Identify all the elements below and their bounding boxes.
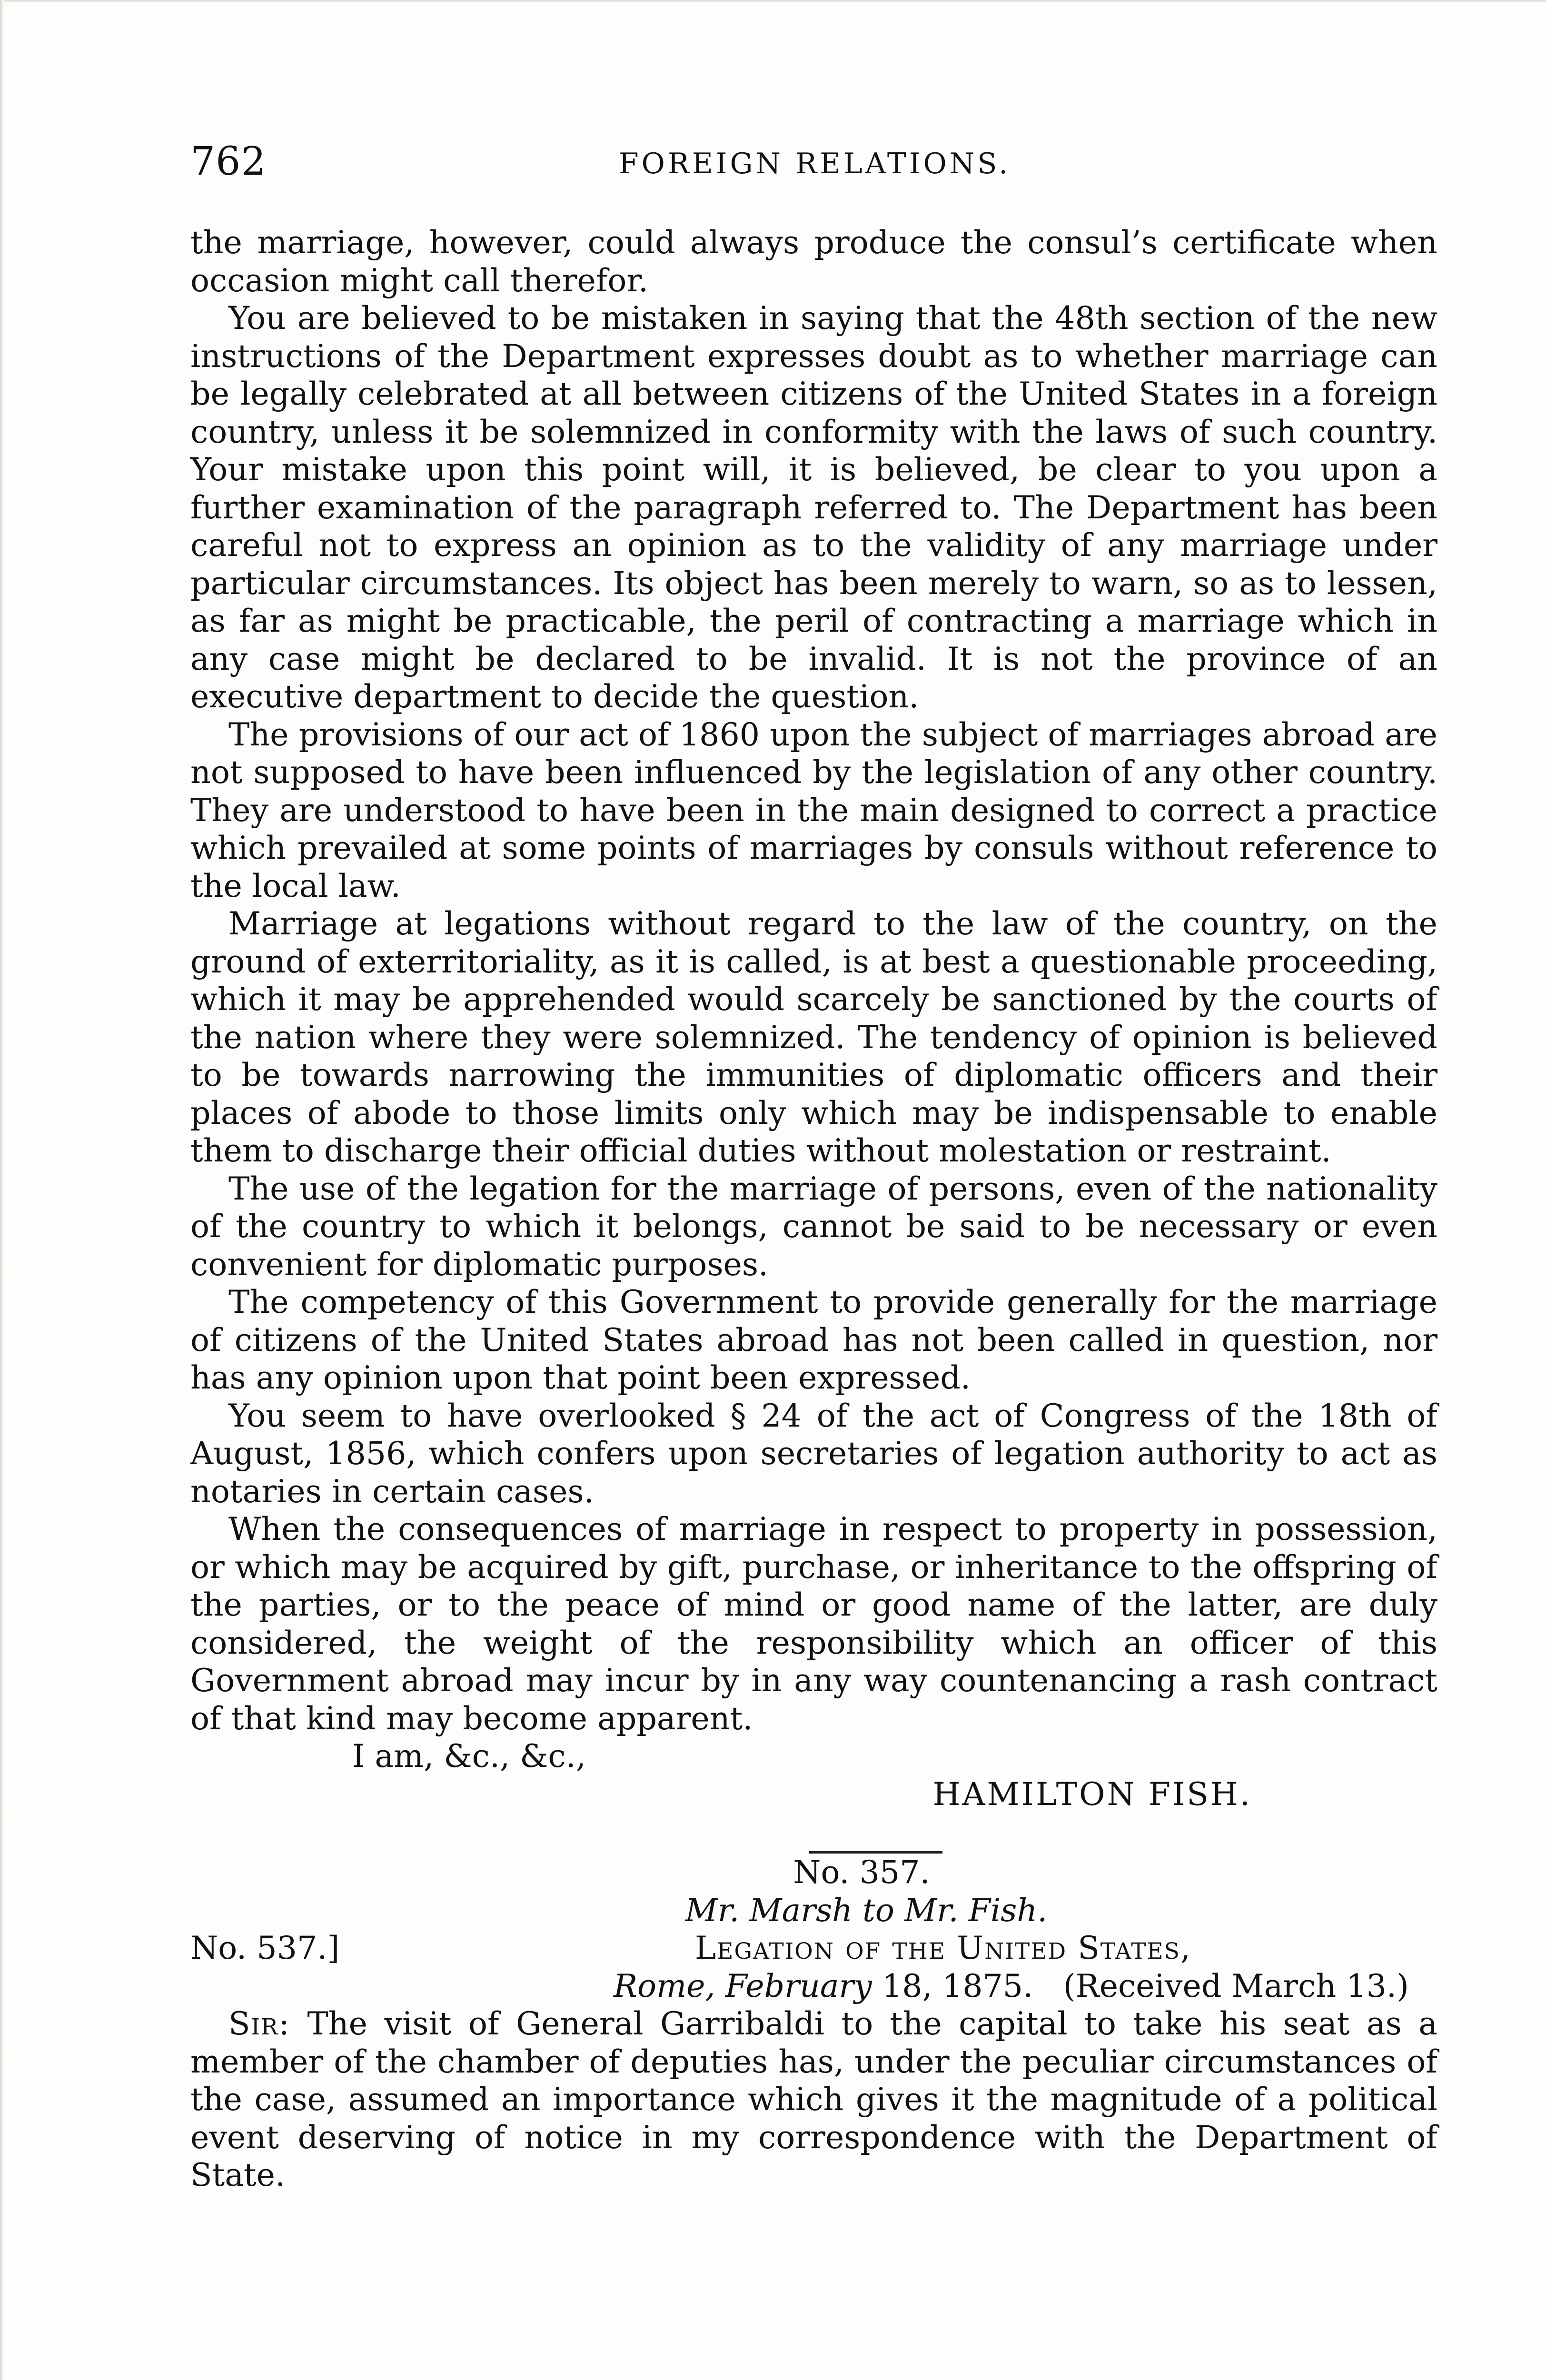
dateline-month: February <box>725 1967 872 2004</box>
dispatch-number: No. 537.] <box>190 1929 340 1966</box>
paragraph: When the consequences of marriage in respect to property in possession, or which may be acquired by gift, purchase, or inheritance to the offspring of the parties, or to the peace of mind or good name of the latter, are duly considered, the weight of the responsibility which an officer of this Government abroad may incur by in any way countenancing a rash contract of that kind may become apparent. <box>190 1510 1437 1737</box>
salutation: Sir: <box>228 2005 290 2042</box>
paragraph: You seem to have overlooked § 24 of the act of Congress of the 18th of August, 1856, which confers upon secretaries of legation authority to act as notaries in certain cases. <box>190 1397 1437 1510</box>
paragraph: The competency of this Government to provide generally for the marriage of citizens of the United States abroad has not been called in question, nor has any opinion upon that point been expressed. <box>190 1283 1437 1396</box>
paragraph: The use of the legation for the marriage of persons, even of the nationality of the country to which it belongs, cannot be said to be necessary or even convenient for diplomatic purposes. <box>190 1170 1437 1283</box>
closing: I am, &c., &c., <box>352 1737 586 1775</box>
scan-edge-top <box>0 0 1546 3</box>
scan-edge-left <box>0 0 4 2380</box>
letter-opening <box>190 2005 1437 2194</box>
paragraph: Marriage at legations without regard to the law of the country, on the ground of exterritoriality, as it is called, is at best a questionable proceeding, which it may be apprehended would scarcely be sanctioned by the courts of the nation where they were solemnized. The tendency of opinion is believed to be towards narrowing the immunities of diplomatic officers and their places of abode to those limits only which may be indispensable to enable them to discharge their official duties without molestation or restraint. <box>190 905 1437 1169</box>
document-title: Mr. Marsh to Mr. Fish. <box>685 1891 1048 1929</box>
page-number: 762 <box>190 139 267 184</box>
dateline-place: Rome, <box>613 1967 715 2004</box>
document-number: No. 357. <box>793 1854 930 1891</box>
legation-heading: Legation of the United States, <box>695 1929 1192 1966</box>
dateline-date: 18, 1875. <box>882 1967 1033 2004</box>
paragraph: You are believed to be mistaken in saying that the 48th section of the new instructions of the Department expresses doubt as to whether marriage can be legally celebrated at all between citizens of the United States in a foreign country, unless it be solemnized in conformity with the laws of such country. Your mistake upon this point will, it is believed, be clear to you upon a further examination of the paragraph referred to. The Department has been careful not to express an opinion as to the validity of any marriage under particular circumstances. Its object has been merely to warn, so as to lessen, as far as might be practicable, the peril of contracting a marriage which in any case might be declared to be invalid. It is not the province of an executive department to decide the question. <box>190 299 1437 715</box>
page-header <box>190 138 1437 186</box>
letter-opening-text: The visit of General Garribaldi to the capital to take his seat as a member of the chamber of deputies has, under the peculiar circumstances of the case, assumed an importance which gives it the magnitude of a political event deserving of notice in my correspondence with the Department of State. <box>190 2005 1437 2193</box>
date-line <box>190 1967 1437 2005</box>
signature: HAMILTON FISH. <box>932 1775 1252 1813</box>
received-note: (Received March 13.) <box>1063 1967 1409 2004</box>
paragraph: The provisions of our act of 1860 upon the subject of marriages abroad are not supposed to have been influenced by the legislation of any other country. They are understood to have been in the main designed to correct a practice which prevailed at some points of marriages by consuls without reference to the local law. <box>190 715 1437 904</box>
body-text <box>190 224 1437 2194</box>
dispatch-line <box>190 1929 1437 1967</box>
running-head: FOREIGN RELATIONS. <box>619 147 1011 180</box>
paragraph-continued: the marriage, however, could always produce the consul’s certificate when occasion might call therefor. <box>190 224 1437 299</box>
